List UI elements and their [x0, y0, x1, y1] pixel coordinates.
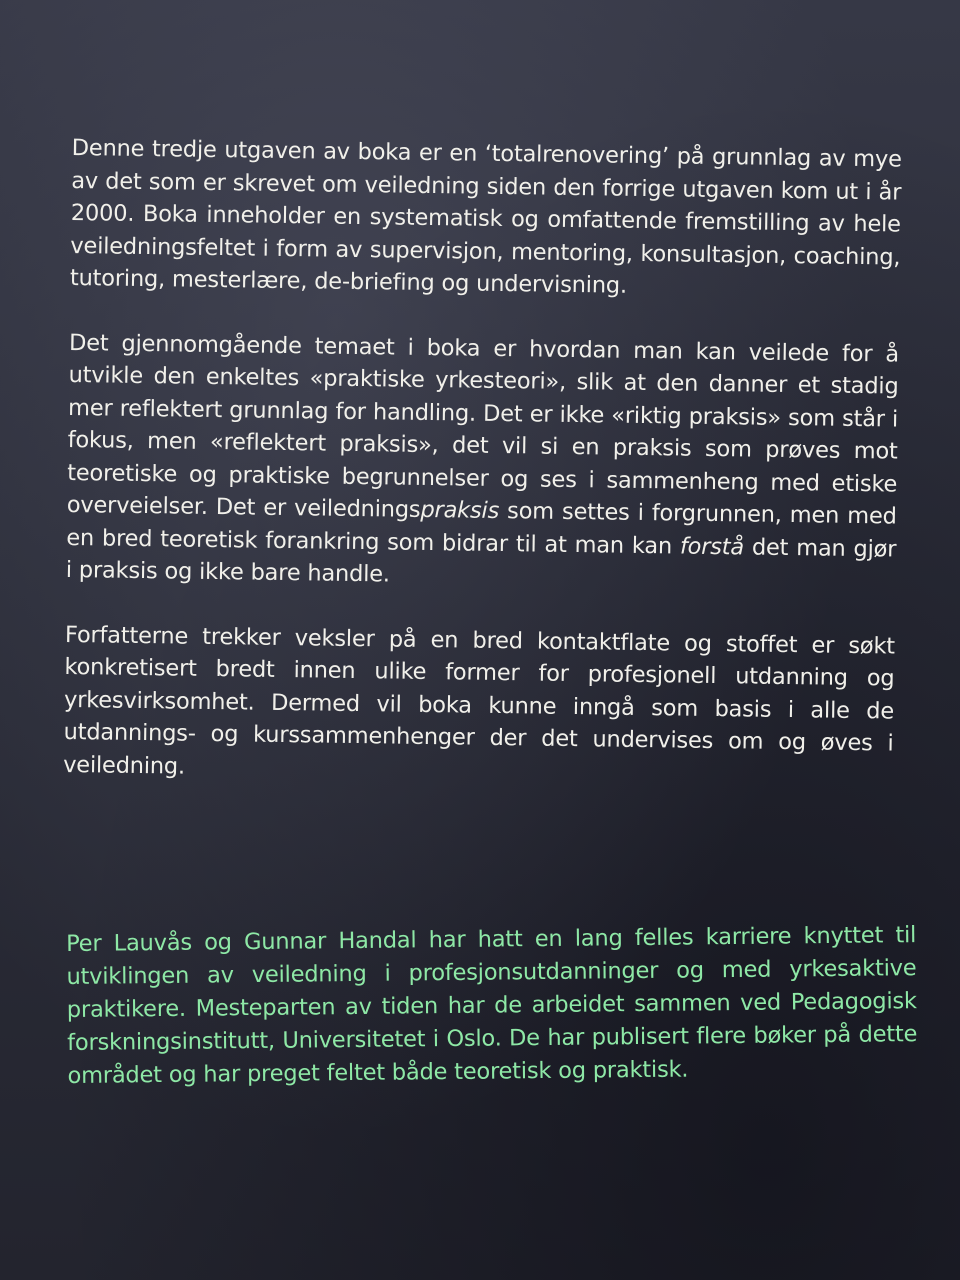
blurb-paragraph-1: Denne tredje utgaven av boka er en ‘totalrenovering’ på grunnlag av mye av det som er skrevet om veiledning siden den forrige utgaven kom ut i år 2000. Boka inneholder en systematisk og omfattende fremstilling av hele veiledningsfeltet i form av supervisjon, mentoring, konsultasjon, coaching, tutoring, mesterlære, de-briefing og undervisning. [69, 134, 902, 299]
blurb-text [62, 132, 901, 825]
emphasis-praksis: praksis [420, 496, 500, 524]
emphasis-forsta: forstå [679, 533, 745, 560]
blurb-paragraph-2-part-1: Det gjennomgående temaet i boka er hvordan man kan veilede for å utvikle den enkeltes «praktiske yrkesteori», slik at den danner et stadig mer reflektert grunnlag for handling. Det er ikke «riktig praksis» som står i fokus, men «reflektert praksis», det vil si en praksis som prøves mot teoretiske og praktiske begrunnelser og ses i sammenheng med etiske overveielser. Det er veilednings [66, 329, 900, 523]
blurb-paragraph-2-part-2: som settes i forgrunnen, men med en bred teoretisk forankring som bidrar til at man kan [66, 498, 897, 560]
blurb-paragraph-3: Forfatterne trekker veksler på en bred kontaktflate og stoffet er søkt konkretisert bredt innen ulike former for profesjonell utdanning og yrkesvirksomhet. Dermed vil boka kunne inngå som basis i alle de utdannings- og kurssammenhenger der det undervises om og øves i veiledning. [62, 621, 896, 780]
author-bio-paragraph: Per Lauvås og Gunnar Handal har hatt en lang felles karriere knyttet til utviklingen av veiledning i profesjonsutdanninger og med yrkesaktive praktikere. Mesteparten av tiden har de arbeidet sammen ved Pedagogisk forskningsinstitutt, Universitetet i Oslo. De har publisert flere bøker på dette området og har preget feltet både teoretisk og praktisk. [66, 922, 918, 1089]
author-bio [66, 919, 918, 1093]
blurb-paragraph-2 [66, 326, 900, 598]
blurb-paragraph-2-part-3: det man gjør i praksis og ikke bare handle. [65, 533, 897, 588]
